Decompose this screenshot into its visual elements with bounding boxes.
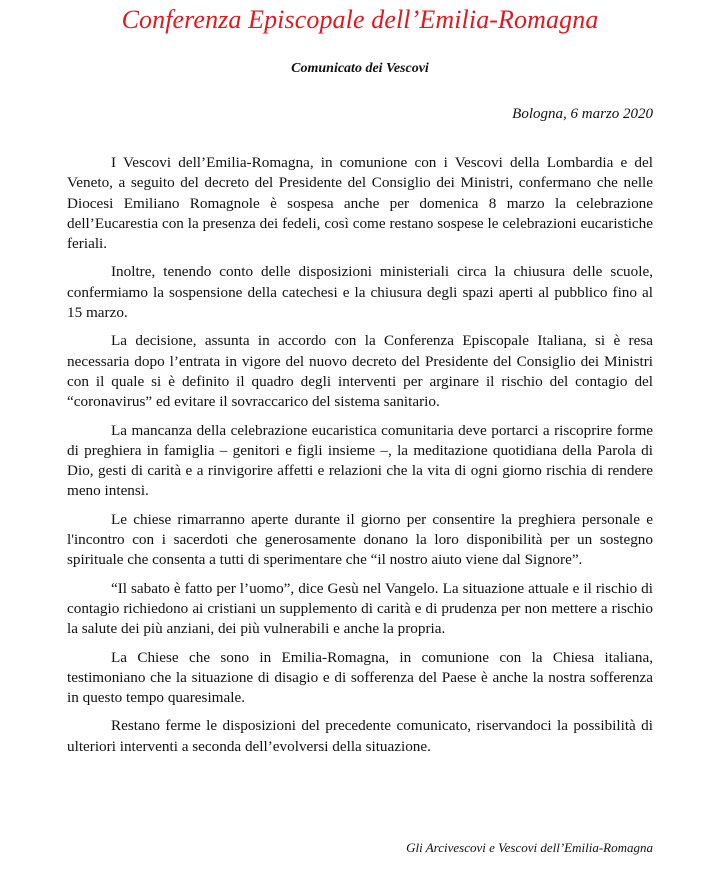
body-paragraph: La decisione, assunta in accordo con la Conferenza Episcopale Italiana, si è resa necessaria dopo l’entrata in vigore del nuovo decreto del Presidente del Consiglio dei Ministri con il quale si è definito il quadro degli interventi per arginare il rischio del contagio del “coronavirus” ed evitare il sovraccarico del sistema sanitario. [67, 332, 653, 411]
body-paragraph: I Vescovi dell’Emilia-Romagna, in comunione con i Vescovi della Lombardia e del Veneto, a seguito del decreto del Presidente del Consiglio dei Ministri, confermano che nelle Diocesi Emiliano Romagnole è sospesa anche per domenica 8 marzo la celebrazione dell’Eucarestia con la presenza dei fedeli, così come restano sospese le celebrazioni eucaristiche feriali. [67, 154, 653, 253]
document-subtitle: Comunicato dei Vescovi [291, 61, 429, 76]
document-date: Bologna, 6 marzo 2020 [512, 106, 653, 122]
signature-line: Gli Arcivescovi e Vescovi dell’Emilia-Romagna [406, 840, 653, 855]
body-paragraph: Restano ferme le disposizioni del precedente comunicato, riservandoci la possibilità di ulteriori interventi a seconda dell’evolversi della situazione. [67, 717, 653, 755]
body-paragraph: “Il sabato è fatto per l’uomo”, dice Gesù nel Vangelo. La situazione attuale e il rischio di contagio richiedono ai cristiani un supplemento di carità e di prudenza per non mettere a rischio la salute dei più anziani, dei più vulnerabili e anche la propria. [67, 579, 653, 638]
body-paragraph: Inoltre, tenendo conto delle disposizioni ministeriali circa la chiusura delle scuole, confermiamo la sospensione della catechesi e la chiusura degli spazi aperti al pubblico fino al 15 marzo. [67, 263, 653, 322]
organization-title: Conferenza Episcopale dell’Emilia-Romagna [121, 5, 599, 34]
body-paragraph: Le chiese rimarranno aperte durante il giorno per consentire la preghiera personale e l'incontro con i sacerdoti che generosamente donano la loro disponibilità per un sostegno spirituale che consenta a tutti di sperimentare che “il nostro aiuto viene dal Signore”. [67, 510, 653, 569]
body-paragraph: La Chiese che sono in Emilia-Romagna, in comunione con la Chiesa italiana, testimoniano che la situazione di disagio e di sofferenza del Paese è anche la nostra sofferenza in questo tempo quaresimale. [67, 648, 653, 707]
document-body [67, 153, 653, 765]
body-paragraph: La mancanza della celebrazione eucaristica comunitaria deve portarci a riscoprire forme di preghiera in famiglia – genitori e figli insieme –, la meditazione quotidiana della Parola di Dio, gesti di carità e a rinvigorire affetti e relazioni che la vita di ogni giorno rischia di rendere meno intensi. [67, 421, 653, 500]
